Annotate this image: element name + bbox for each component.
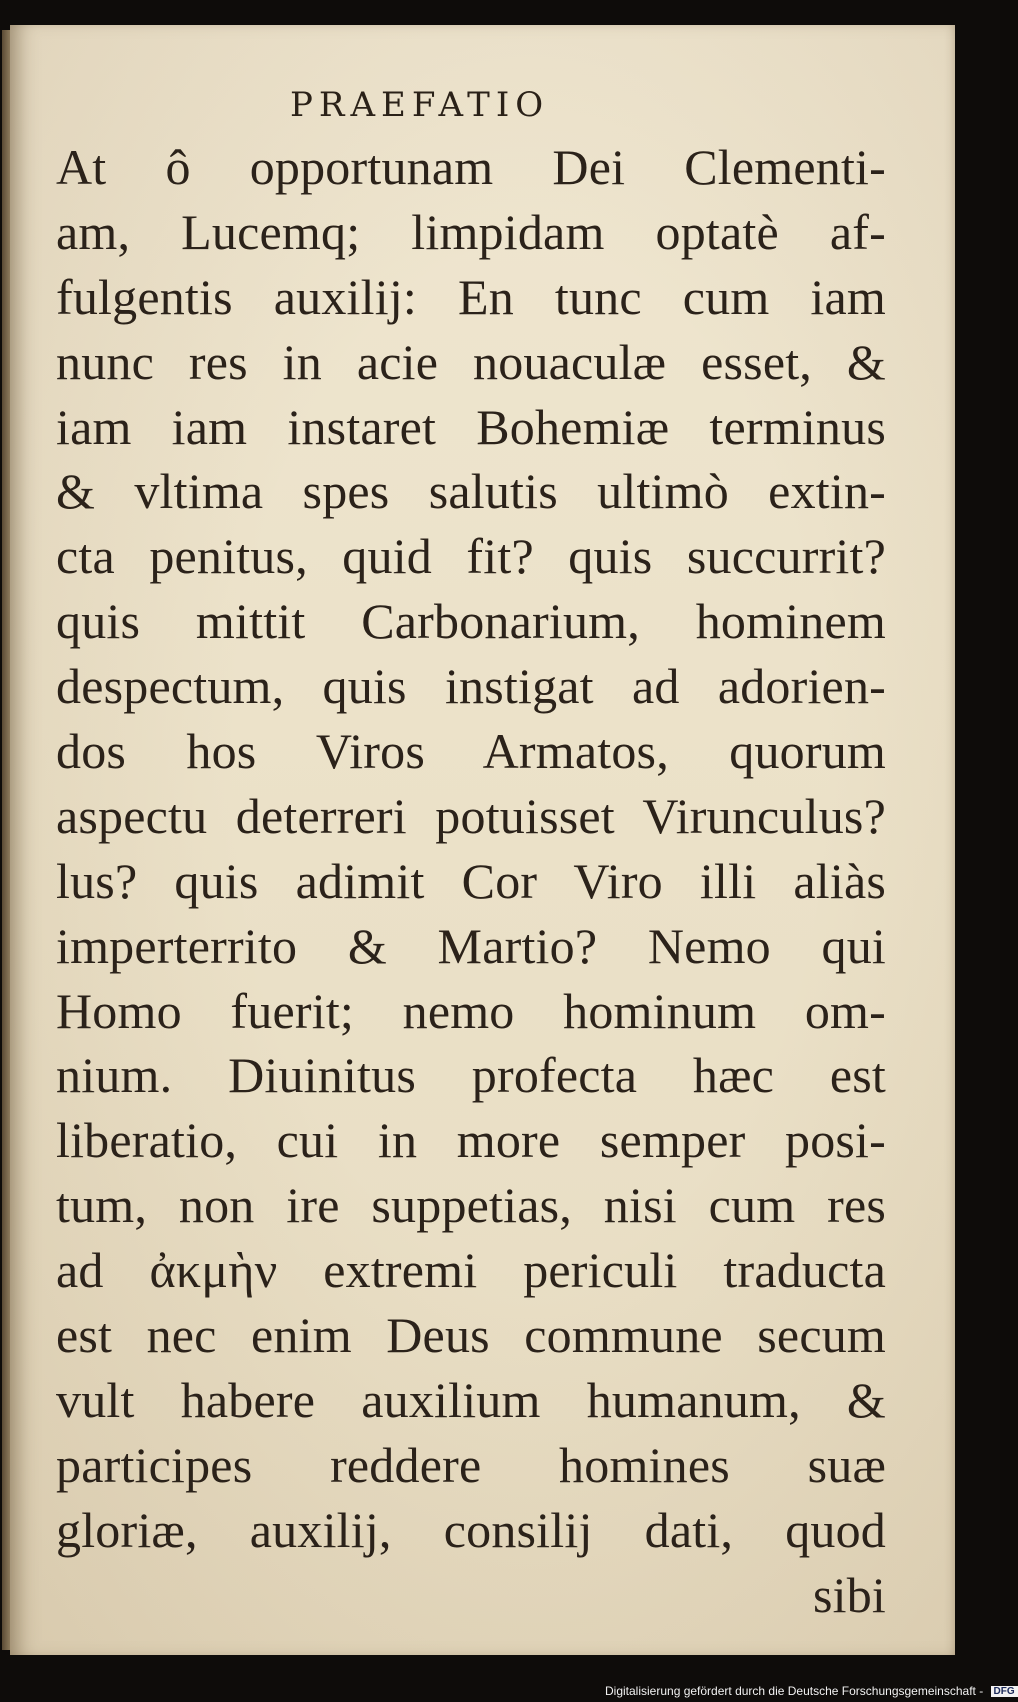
catchword: sibi — [812, 1566, 886, 1623]
text-line: lus? quis adimit Cor Viro illi aliàs — [56, 852, 886, 909]
text-line: est nec enim Deus commune secum — [56, 1307, 886, 1364]
body-text — [56, 135, 886, 1627]
book-page — [10, 25, 955, 1655]
text-line: nium. Diuinitus profecta hæc est — [56, 1047, 886, 1104]
digitization-credit — [605, 1684, 1018, 1698]
text-line: At ô opportunam Dei Clementi- — [56, 139, 886, 195]
text-line: fulgentis auxilij: En tunc cum iam — [56, 268, 886, 325]
text-line: cta penitus, quid fit? quis succurrit? — [56, 528, 886, 585]
text-line: vult habere auxilium humanum, & — [56, 1371, 886, 1428]
text-line: nunc res in acie nouaculæ esset, & — [56, 333, 886, 390]
text-line: iam iam instaret Bohemiæ terminus — [56, 398, 886, 455]
running-head: PRAEFATIO — [290, 85, 550, 125]
text-line: tum, non ire suppetias, nisi cum res — [56, 1177, 886, 1234]
text-line: gloriæ, auxilij, consilij dati, quod — [56, 1501, 886, 1558]
text-line: Homo fuerit; nemo hominum om- — [56, 982, 886, 1039]
text-line: am, Lucemq; limpidam optatè af- — [56, 203, 886, 260]
credit-text: Digitalisierung gefördert durch die Deutsche Forschungsgemeinschaft - — [605, 1684, 984, 1698]
text-line: participes reddere homines suæ — [56, 1436, 886, 1493]
text-line: imperterrito & Martio? Nemo qui — [56, 917, 886, 974]
text-line: dos hos Viros Armatos, quorum — [56, 723, 886, 780]
text-line: quis mittit Carbonarium, hominem — [56, 593, 886, 650]
text-line: despectum, quis instigat ad adorien- — [56, 658, 886, 715]
book-edge — [2, 30, 10, 1650]
text-line: & vltima spes salutis ultimò extin- — [56, 463, 886, 520]
dfg-logo: DFG — [991, 1686, 1018, 1697]
text-line: liberatio, cui in more semper posi- — [56, 1112, 886, 1169]
text-line: ad ἀκμὴν extremi periculi traducta — [56, 1242, 886, 1299]
text-line: aspectu deterreri potuisset Virunculus? — [56, 787, 886, 844]
